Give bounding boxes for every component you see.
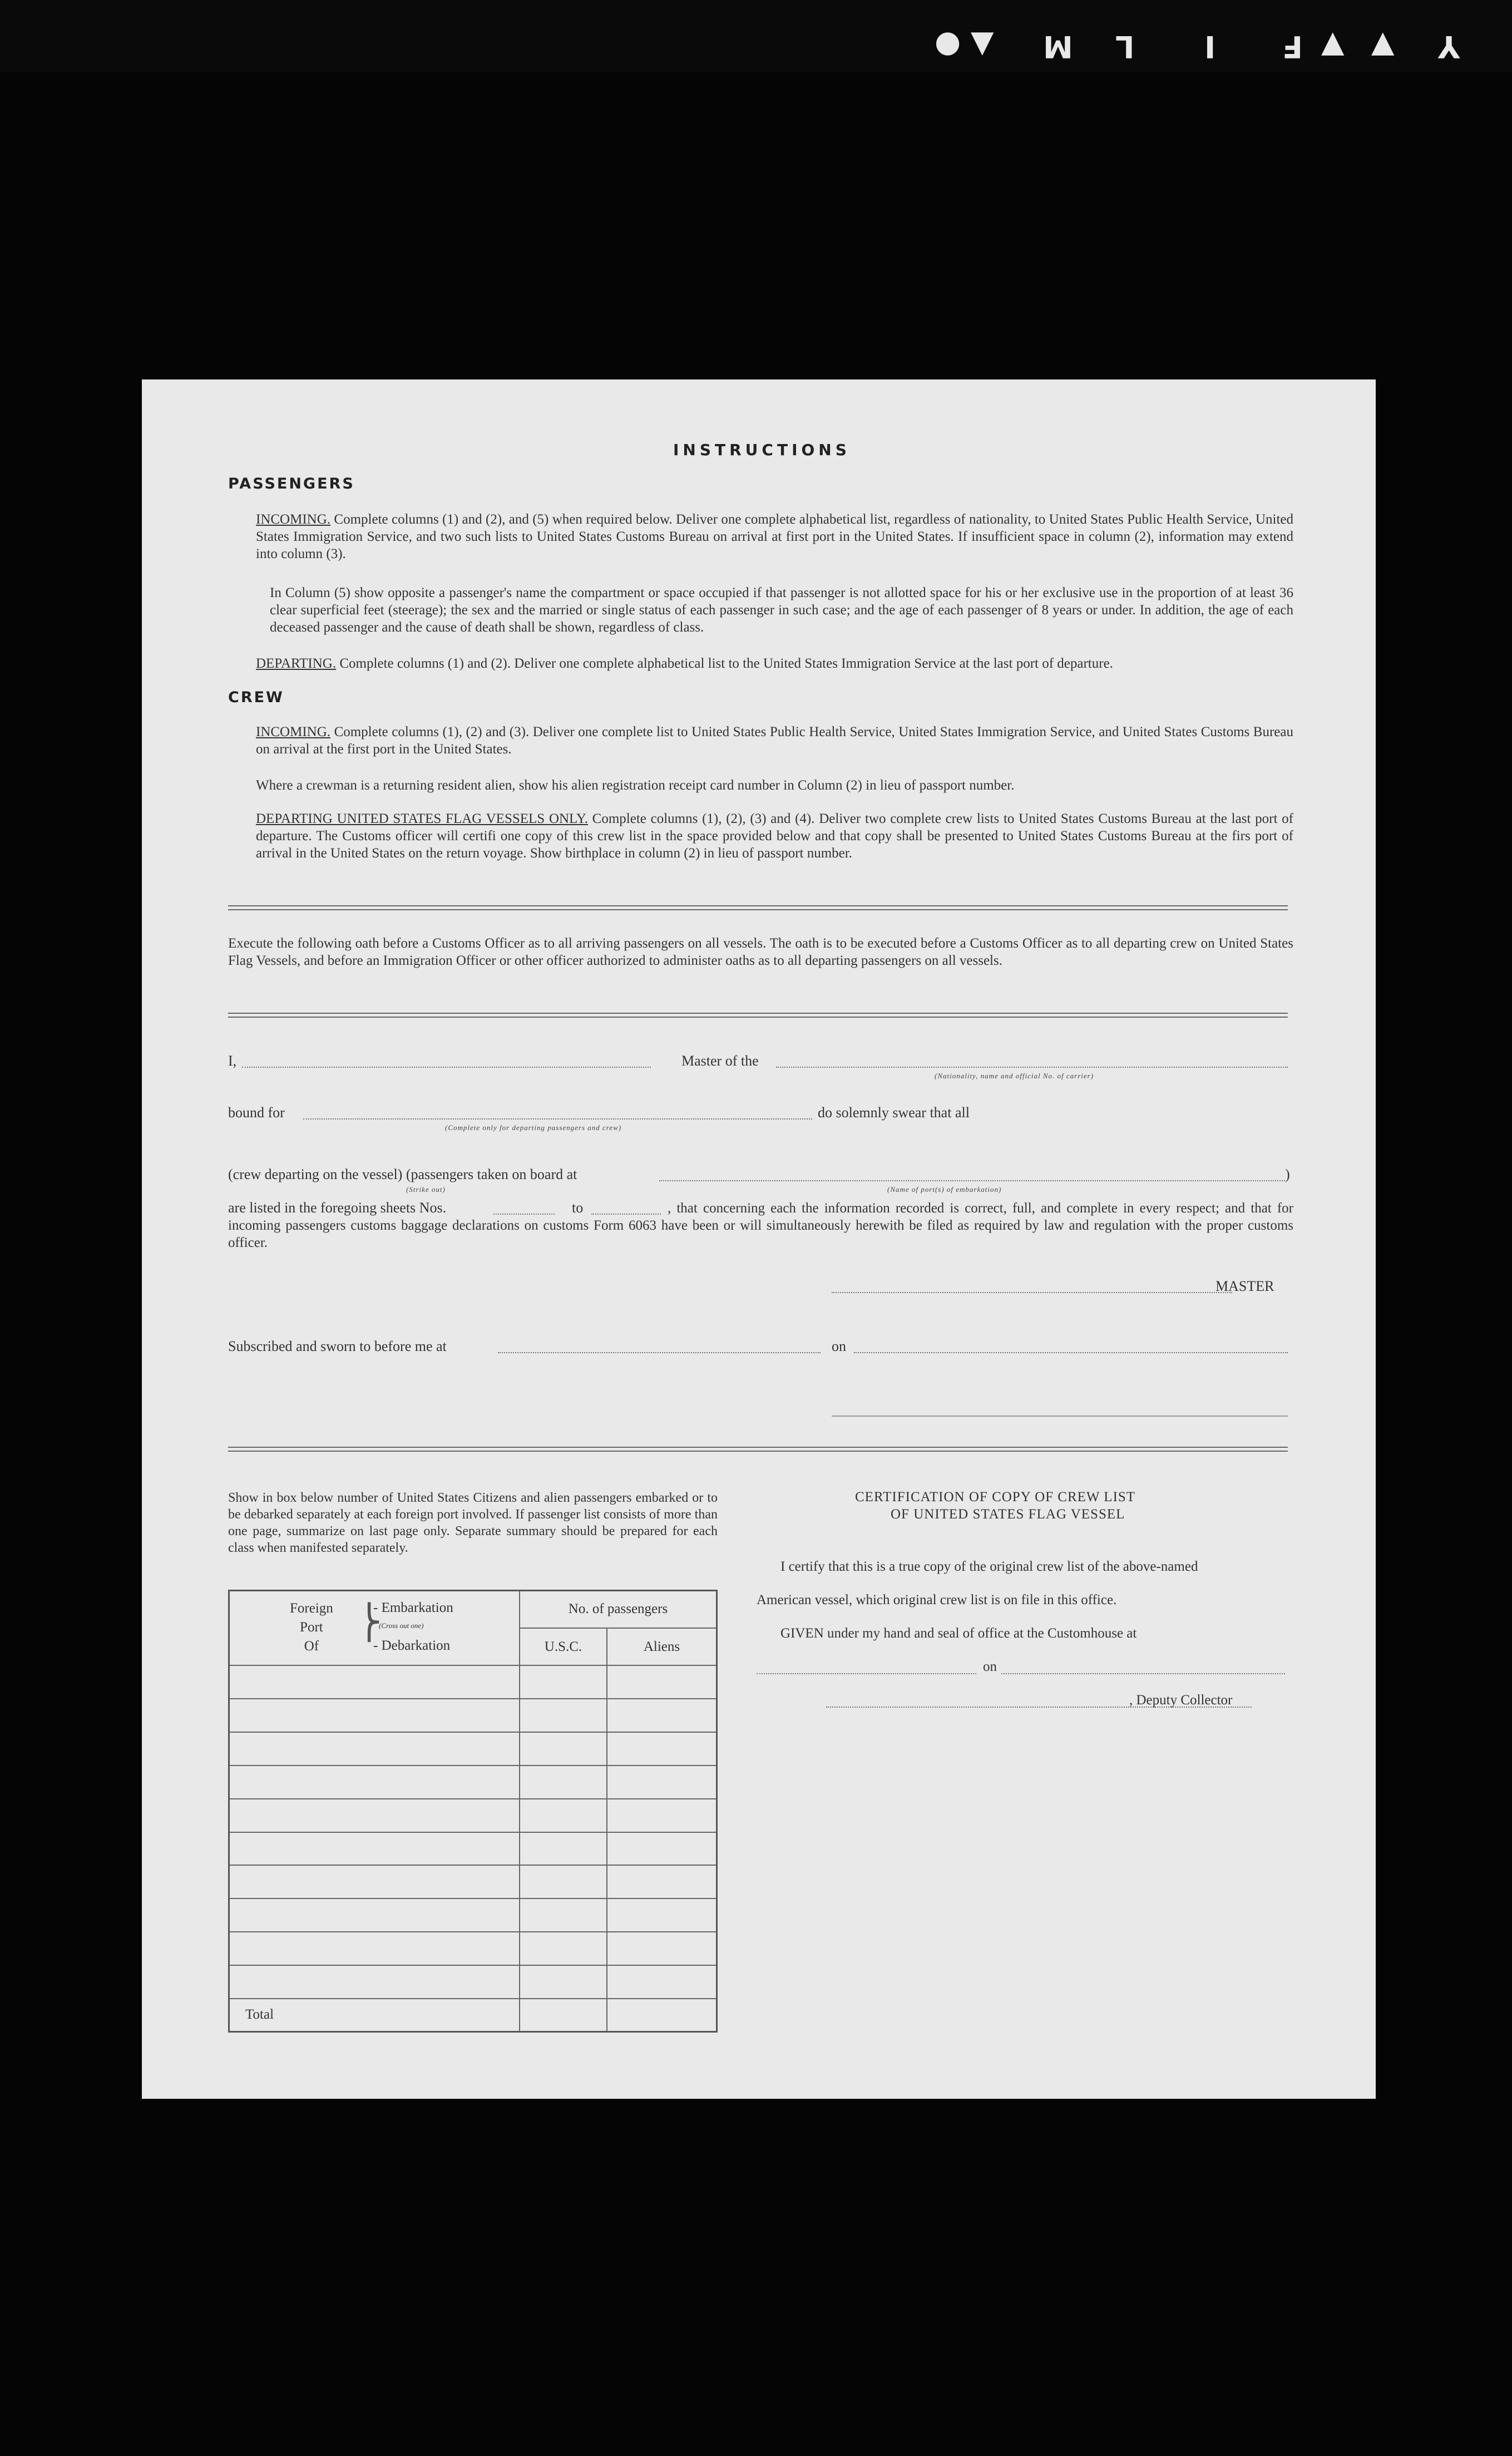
certification-line-3: GIVEN under my hand and seal of office at the Customhouse at bbox=[780, 1626, 1137, 1641]
carrier-field[interactable] bbox=[776, 1066, 1288, 1068]
aliens-cell[interactable] bbox=[607, 1865, 717, 1898]
section-divider bbox=[228, 1447, 1288, 1452]
debarkation-label: - Debarkation bbox=[373, 1638, 451, 1653]
certification-on-label: on bbox=[983, 1659, 997, 1674]
film-mark-triangle: ▼ bbox=[1371, 29, 1395, 64]
aliens-header: Aliens bbox=[607, 1628, 717, 1665]
certification-date-field[interactable] bbox=[1001, 1672, 1285, 1674]
aliens-cell[interactable] bbox=[607, 1765, 717, 1799]
passenger-summary-table bbox=[228, 1590, 718, 2033]
crew-incoming-paragraph bbox=[256, 723, 1293, 758]
bound-caption: (Complete only for departing passengers and crew) bbox=[445, 1123, 622, 1132]
aliens-cell[interactable] bbox=[607, 1699, 717, 1732]
crew-departing-paragraph bbox=[256, 810, 1293, 862]
film-mark-dot: ● bbox=[935, 29, 961, 64]
master-name-field[interactable] bbox=[242, 1066, 651, 1068]
certification-title-1: CERTIFICATION OF COPY OF CREW LIST bbox=[855, 1490, 1136, 1505]
port-cell[interactable] bbox=[229, 1699, 520, 1732]
passengers-incoming-paragraph bbox=[256, 511, 1293, 563]
oath-statement: , that concerning each the information recorded is correct, full, and complete in every respect; and that for incoming passengers customs baggage declarations on customs Form 6063 have been or will simultaneously herewith be filed as required by law and regulation with the proper customs officer. bbox=[228, 1201, 1293, 1250]
sworn-date-field[interactable] bbox=[854, 1351, 1288, 1353]
no-of-passengers-header: No. of passengers bbox=[520, 1591, 717, 1628]
total-label: Total bbox=[229, 1999, 520, 2032]
film-mark-l: L bbox=[1115, 29, 1135, 64]
crew-heading: CREW bbox=[228, 689, 284, 706]
film-mark-triangle: ▲ bbox=[971, 29, 994, 64]
port-cell[interactable] bbox=[229, 1732, 520, 1765]
certification-title-2: OF UNITED STATES FLAG VESSEL bbox=[891, 1507, 1125, 1522]
port-cell[interactable] bbox=[229, 1799, 520, 1832]
bound-for-field[interactable] bbox=[303, 1117, 812, 1119]
bracket-divider: ⎬ bbox=[357, 1604, 382, 1641]
port-header-cell bbox=[229, 1591, 520, 1666]
crew-incoming-label: INCOMING. bbox=[256, 724, 331, 739]
crew-departing-text: Complete columns (1), (2), (3) and (4). Deliver two complete crew lists to United States Customs Bureau at the last port of departure. The Customs officer will certifi one copy of this crew list in the space provided below and that copy shall be presented to United States Customs Bureau at the firs port of arrival in the United States on the return voyage. Show birthplace in column (2) in lieu of passport number. bbox=[256, 811, 1293, 861]
port-cell[interactable] bbox=[229, 1898, 520, 1932]
film-header-strip bbox=[0, 0, 1512, 72]
aliens-cell[interactable] bbox=[607, 1898, 717, 1932]
port-label: Port bbox=[300, 1620, 323, 1635]
aliens-cell[interactable] bbox=[607, 1799, 717, 1832]
sworn-on-label: on bbox=[832, 1338, 846, 1354]
crew-alien-paragraph: Where a crewman is a returning resident alien, show his alien registration receipt card number in Column (2) in lieu of passport number. bbox=[256, 778, 1015, 793]
sworn-place-field[interactable] bbox=[498, 1351, 821, 1353]
close-paren: ) bbox=[1285, 1166, 1290, 1182]
usc-cell[interactable] bbox=[520, 1898, 607, 1932]
column5-paragraph: In Column (5) show opposite a passenger's name the compartment or space occupied if that passenger is not allotted space for his or her exclusive use in the proportion of at least 36 clear superficial feet (steerage); the sex and the married or single status of each passenger in such case; and the age of each passenger of 8 years or under. In addition, the age of each deceased passenger and the cause of death shall be shown, regardless of class. bbox=[270, 585, 1293, 635]
usc-total-cell[interactable] bbox=[520, 1999, 607, 2032]
departing-label: DEPARTING. bbox=[256, 656, 337, 671]
film-mark-y: Y bbox=[1438, 29, 1460, 64]
bound-for-label: bound for bbox=[228, 1104, 285, 1121]
incoming-text: Complete columns (1) and (2), and (5) when required below. Deliver one complete alphabetical list, regardless of nationality, to United States Public Health Service, United States Immigration Service, and two such lists to United States Customs Bureau on arrival at first port in the United States. If insufficient space in column (2), information may extend into column (3). bbox=[256, 512, 1294, 561]
to-label: to bbox=[572, 1200, 584, 1216]
aliens-cell[interactable] bbox=[607, 1732, 717, 1765]
cross-out-caption: (Cross out one) bbox=[379, 1621, 424, 1630]
port-cell[interactable] bbox=[229, 1665, 520, 1699]
subscribed-label: Subscribed and sworn to before me at bbox=[228, 1338, 447, 1354]
form-page bbox=[142, 379, 1376, 2099]
embarkation-label: - Embarkation bbox=[373, 1600, 453, 1615]
incoming-label: INCOMING. bbox=[256, 512, 331, 527]
usc-cell[interactable] bbox=[520, 1932, 607, 1965]
foreign-label: Foreign bbox=[290, 1601, 333, 1616]
usc-cell[interactable] bbox=[520, 1665, 607, 1699]
usc-cell[interactable] bbox=[520, 1699, 607, 1732]
section-divider bbox=[228, 905, 1288, 910]
departing-text: Complete columns (1) and (2). Deliver one complete alphabetical list to the United States Immigration Service at the last port of departure. bbox=[339, 656, 1113, 671]
port-cell[interactable] bbox=[229, 1765, 520, 1799]
usc-cell[interactable] bbox=[520, 1832, 607, 1866]
embarkation-port-field[interactable] bbox=[659, 1179, 1285, 1181]
listed-label: are listed in the foregoing sheets Nos. bbox=[228, 1200, 447, 1216]
film-mark-m: M bbox=[1043, 29, 1073, 64]
customhouse-field[interactable] bbox=[757, 1672, 976, 1674]
usc-cell[interactable] bbox=[520, 1965, 607, 1999]
oath-i-label: I, bbox=[228, 1053, 237, 1069]
port-cell[interactable] bbox=[229, 1965, 520, 1999]
strike-caption: (Strike out) bbox=[406, 1185, 446, 1194]
aliens-cell[interactable] bbox=[607, 1832, 717, 1866]
certification-line-2: American vessel, which original crew list is on file in this office. bbox=[757, 1592, 1117, 1607]
master-of-label: Master of the bbox=[681, 1053, 759, 1069]
port-cell[interactable] bbox=[229, 1865, 520, 1898]
port-cell[interactable] bbox=[229, 1932, 520, 1965]
passengers-heading: PASSENGERS bbox=[228, 475, 355, 492]
deputy-collector-label: , Deputy Collector bbox=[1129, 1693, 1233, 1708]
film-mark-i: I bbox=[1204, 29, 1216, 64]
aliens-cell[interactable] bbox=[607, 1665, 717, 1699]
master-signature-field[interactable] bbox=[832, 1291, 1232, 1293]
officer-signature-field[interactable] bbox=[832, 1414, 1288, 1417]
section-divider bbox=[228, 1013, 1288, 1018]
nationality-caption: (Nationality, name and official No. of carrier) bbox=[935, 1072, 1094, 1080]
port-cell[interactable] bbox=[229, 1832, 520, 1866]
of-label: Of bbox=[304, 1639, 319, 1654]
oath-intro-paragraph: Execute the following oath before a Customs Officer as to all arriving passengers on all vessels. The oath is to be executed before a Customs Officer as to all departing crew on United States Flag Vessels, and before an Immigration Officer or other officer authorized to administer oaths as to all departing passengers on all vessels. bbox=[228, 936, 1293, 968]
aliens-total-cell[interactable] bbox=[607, 1999, 717, 2032]
crew-departing-label: DEPARTING UNITED STATES FLAG VESSELS ONLY. bbox=[256, 811, 588, 826]
port-caption: (Name of port(s) of embarkation) bbox=[887, 1185, 1002, 1194]
usc-cell[interactable] bbox=[520, 1865, 607, 1898]
usc-cell[interactable] bbox=[520, 1765, 607, 1799]
usc-cell[interactable] bbox=[520, 1732, 607, 1765]
instructions-title: INSTRUCTIONS bbox=[673, 441, 851, 459]
summary-instructions: Show in box below number of United States Citizens and alien passengers embarked or to be debarked separately at each foreign port involved. If passenger list consists of more than one page, summarize on last page only. Separate summary should be prepared for each class when manifested separately. bbox=[228, 1491, 718, 1555]
aliens-cell[interactable] bbox=[607, 1932, 717, 1965]
usc-cell[interactable] bbox=[520, 1799, 607, 1832]
usc-header: U.S.C. bbox=[520, 1628, 607, 1665]
aliens-cell[interactable] bbox=[607, 1965, 717, 1999]
film-mark-f: F bbox=[1282, 29, 1303, 64]
swear-label: do solemnly swear that all bbox=[818, 1104, 970, 1121]
certification-line-1: I certify that this is a true copy of the original crew list of the above-named bbox=[780, 1559, 1198, 1574]
crew-incoming-text: Complete columns (1), (2) and (3). Deliver one complete list to United States Public Health Service, United States Immigration Service, and United States Customs Bureau on arrival at the first port in the United States. bbox=[256, 724, 1293, 757]
film-mark-triangle: ▼ bbox=[1321, 29, 1345, 64]
crew-departing-clause: (crew departing on the vessel) (passengers taken on board at bbox=[228, 1166, 577, 1182]
passengers-departing-paragraph bbox=[256, 655, 1293, 672]
master-label: MASTER bbox=[1215, 1278, 1274, 1294]
